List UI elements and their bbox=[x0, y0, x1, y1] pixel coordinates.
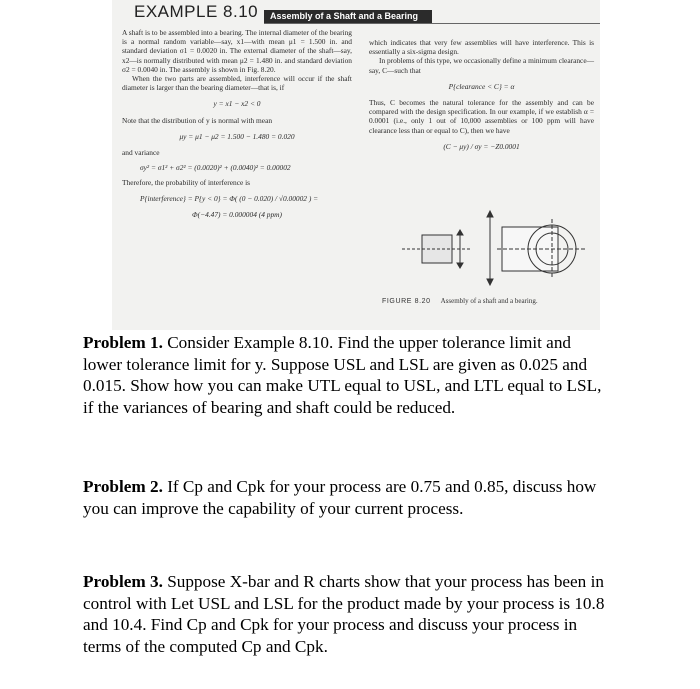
textbook-excerpt bbox=[112, 0, 600, 330]
example-header bbox=[112, 0, 600, 24]
problem-2-text: If Cp and Cpk for your process are 0.75 and 0.85, discuss how you can improve the capability of your current process. bbox=[83, 477, 597, 518]
problem-2-label: Problem 2. bbox=[83, 477, 163, 496]
problem-1 bbox=[83, 332, 613, 418]
left-paragraph-1: A shaft is to be assembled into a bearing. The internal diameter of the bearing is a normal random variable—say, x1—with mean μ1 = 1.500 in. and standard deviation σ1 = 0.0020 in. The external diameter of the shaft—say, x2—is normally distributed with mean μ2 = 1.480 in. and standard deviation σ2 = 0.0040 in. The assembly is shown in Fig. 8.20. bbox=[122, 28, 352, 74]
example-title: EXAMPLE 8.10 bbox=[134, 2, 259, 21]
problem-1-label: Problem 1. bbox=[83, 333, 163, 352]
equation-mean: μy = μ1 − μ2 = 1.500 − 1.480 = 0.020 bbox=[179, 131, 295, 141]
equation-c: (C − μy) / σy = −Z0.0001 bbox=[443, 141, 520, 151]
equation-variance: σy² = σ1² + σ2² = (0.0020)² + (0.0040)² = 0.00002 bbox=[140, 163, 291, 173]
left-paragraph-3: Note that the distribution of y is normal with mean bbox=[122, 115, 273, 125]
bearing-end-view bbox=[487, 211, 587, 285]
figure-caption-text: Assembly of a shaft and a bearing. bbox=[440, 297, 538, 305]
equation-probability: P{interference} = P{y < 0} = Φ( (0 − 0.020) / √0.00002 ) = bbox=[140, 193, 319, 203]
left-column bbox=[122, 28, 352, 226]
example-subtitle: Assembly of a Shaft and a Bearing bbox=[264, 10, 432, 23]
equation-result: Φ(−4.47) = 0.000004 (4 ppm) bbox=[192, 209, 282, 219]
right-paragraph-3: Thus, C becomes the natural tolerance for the assembly and can be compared with the design specification. In our example, if we establish α = 0.0001 (i.e., only 1 out of 10,000 assemblies or 100 ppm will have clearance less than or equal to C), then we have bbox=[369, 98, 594, 135]
problem-3-label: Problem 3. bbox=[83, 572, 163, 591]
left-paragraph-2: When the two parts are assembled, interference will occur if the shaft diameter is larger than the bearing diameter—that is, if bbox=[122, 74, 352, 93]
figure-caption bbox=[382, 297, 538, 305]
header-rule bbox=[264, 23, 600, 24]
figure-label: FIGURE 8.20 bbox=[382, 298, 431, 305]
shaft-bearing-figure bbox=[402, 205, 592, 290]
right-column bbox=[369, 38, 594, 158]
problem-1-text: Consider Example 8.10. Find the upper tolerance limit and lower tolerance limit for y. Suppose USL and LSL are given as 0.025 and 0.015. Show how you can make UTL equal to USL, and LTL equal to LSL, if the variances of bearing and shaft could be reduced. bbox=[83, 333, 602, 417]
left-paragraph-4: and variance bbox=[122, 148, 160, 158]
problem-3 bbox=[83, 571, 613, 657]
left-paragraph-5: Therefore, the probability of interference is bbox=[122, 178, 251, 188]
right-paragraph-1: which indicates that very few assemblies will have interference. This is essentially a six-sigma design. bbox=[369, 38, 594, 57]
equation-y: y = x1 − x2 < 0 bbox=[213, 99, 261, 109]
problem-3-text: Suppose X-bar and R charts show that your process has been in control with Let USL and LSL for the product made by your process is 10.8 and 10.4. Find Cp and Cpk for your process and discuss your process in terms of the computed Cp and Cpk. bbox=[83, 572, 605, 656]
right-paragraph-2: In problems of this type, we occasionally define a minimum clearance—say, C—such that bbox=[369, 56, 594, 75]
problem-2 bbox=[83, 476, 613, 519]
shaft-side-view bbox=[402, 230, 472, 268]
equation-clearance: P{clearance < C} = α bbox=[448, 81, 515, 91]
